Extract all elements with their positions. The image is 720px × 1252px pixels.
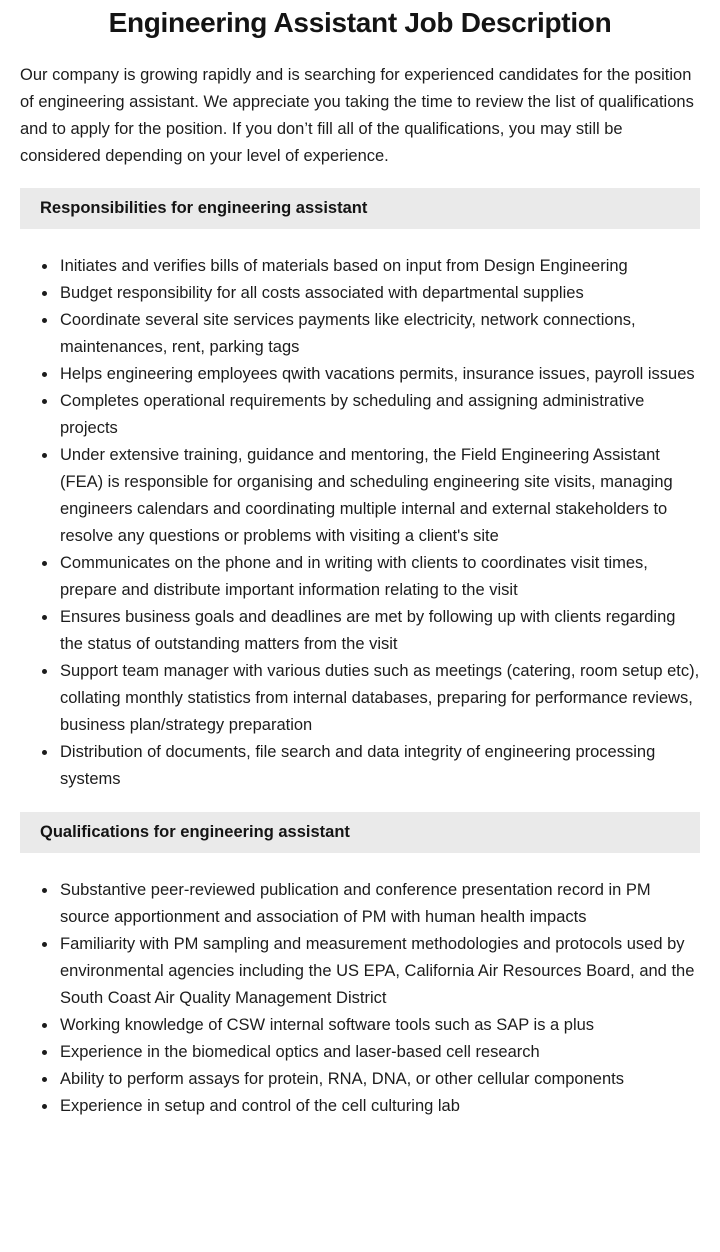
list-item: • Support team manager with various duties such as meetings (catering, room setup etc), collating monthly statistics from internal databases, preparing for performance reviews, business plan/strategy preparation [58,658,700,739]
list-item: • Helps engineering employees qwith vacations permits, insurance issues, payroll issues [58,361,700,388]
responsibilities-section [0,188,720,793]
list-item: • Familiarity with PM sampling and measurement methodologies and protocols used by environmental agencies including the US EPA, California Air Resources Board, and the South Coast Air Quality Management District [58,931,700,1012]
list-item: • Experience in setup and control of the cell culturing lab [58,1093,700,1120]
list-item: • Communicates on the phone and in writing with clients to coordinates visit times, prepare and distribute important information relating to the visit [58,550,700,604]
qualifications-section [0,812,720,1120]
list-item: • Completes operational requirements by scheduling and assigning administrative projects [58,388,700,442]
list-item: • Initiates and verifies bills of materials based on input from Design Engineering [58,253,700,280]
qualifications-heading: Qualifications for engineering assistant [20,812,700,853]
job-description-page [0,6,720,1120]
responsibilities-list [20,253,700,793]
list-item: • Ability to perform assays for protein, RNA, DNA, or other cellular components [58,1066,700,1093]
list-item: • Coordinate several site services payments like electricity, network connections, maintenances, rent, parking tags [58,307,700,361]
list-item: • Under extensive training, guidance and mentoring, the Field Engineering Assistant (FEA) is responsible for organising and scheduling engineering site visits, managing engineers calendars and coordinating multiple internal and external stakeholders to resolve any questions or problems with visiting a client's site [58,442,700,550]
list-item: • Experience in the biomedical optics and laser-based cell research [58,1039,700,1066]
qualifications-list [20,877,700,1120]
list-item: • Budget responsibility for all costs associated with departmental supplies [58,280,700,307]
list-item: • Working knowledge of CSW internal software tools such as SAP is a plus [58,1012,700,1039]
responsibilities-heading: Responsibilities for engineering assistant [20,188,700,229]
list-item: • Distribution of documents, file search and data integrity of engineering processing systems [58,739,700,793]
intro-paragraph: Our company is growing rapidly and is searching for experienced candidates for the position of engineering assistant. We appreciate you taking the time to review the list of qualifications and to apply for the position. If you don’t fill all of the qualifications, you may still be considered depending on your level of experience. [20,66,694,165]
list-item: • Ensures business goals and deadlines are met by following up with clients regarding the status of outstanding matters from the visit [58,604,700,658]
list-item: • Substantive peer-reviewed publication and conference presentation record in PM source apportionment and association of PM with human health impacts [58,877,700,931]
page-title: Engineering Assistant Job Description [108,7,612,38]
